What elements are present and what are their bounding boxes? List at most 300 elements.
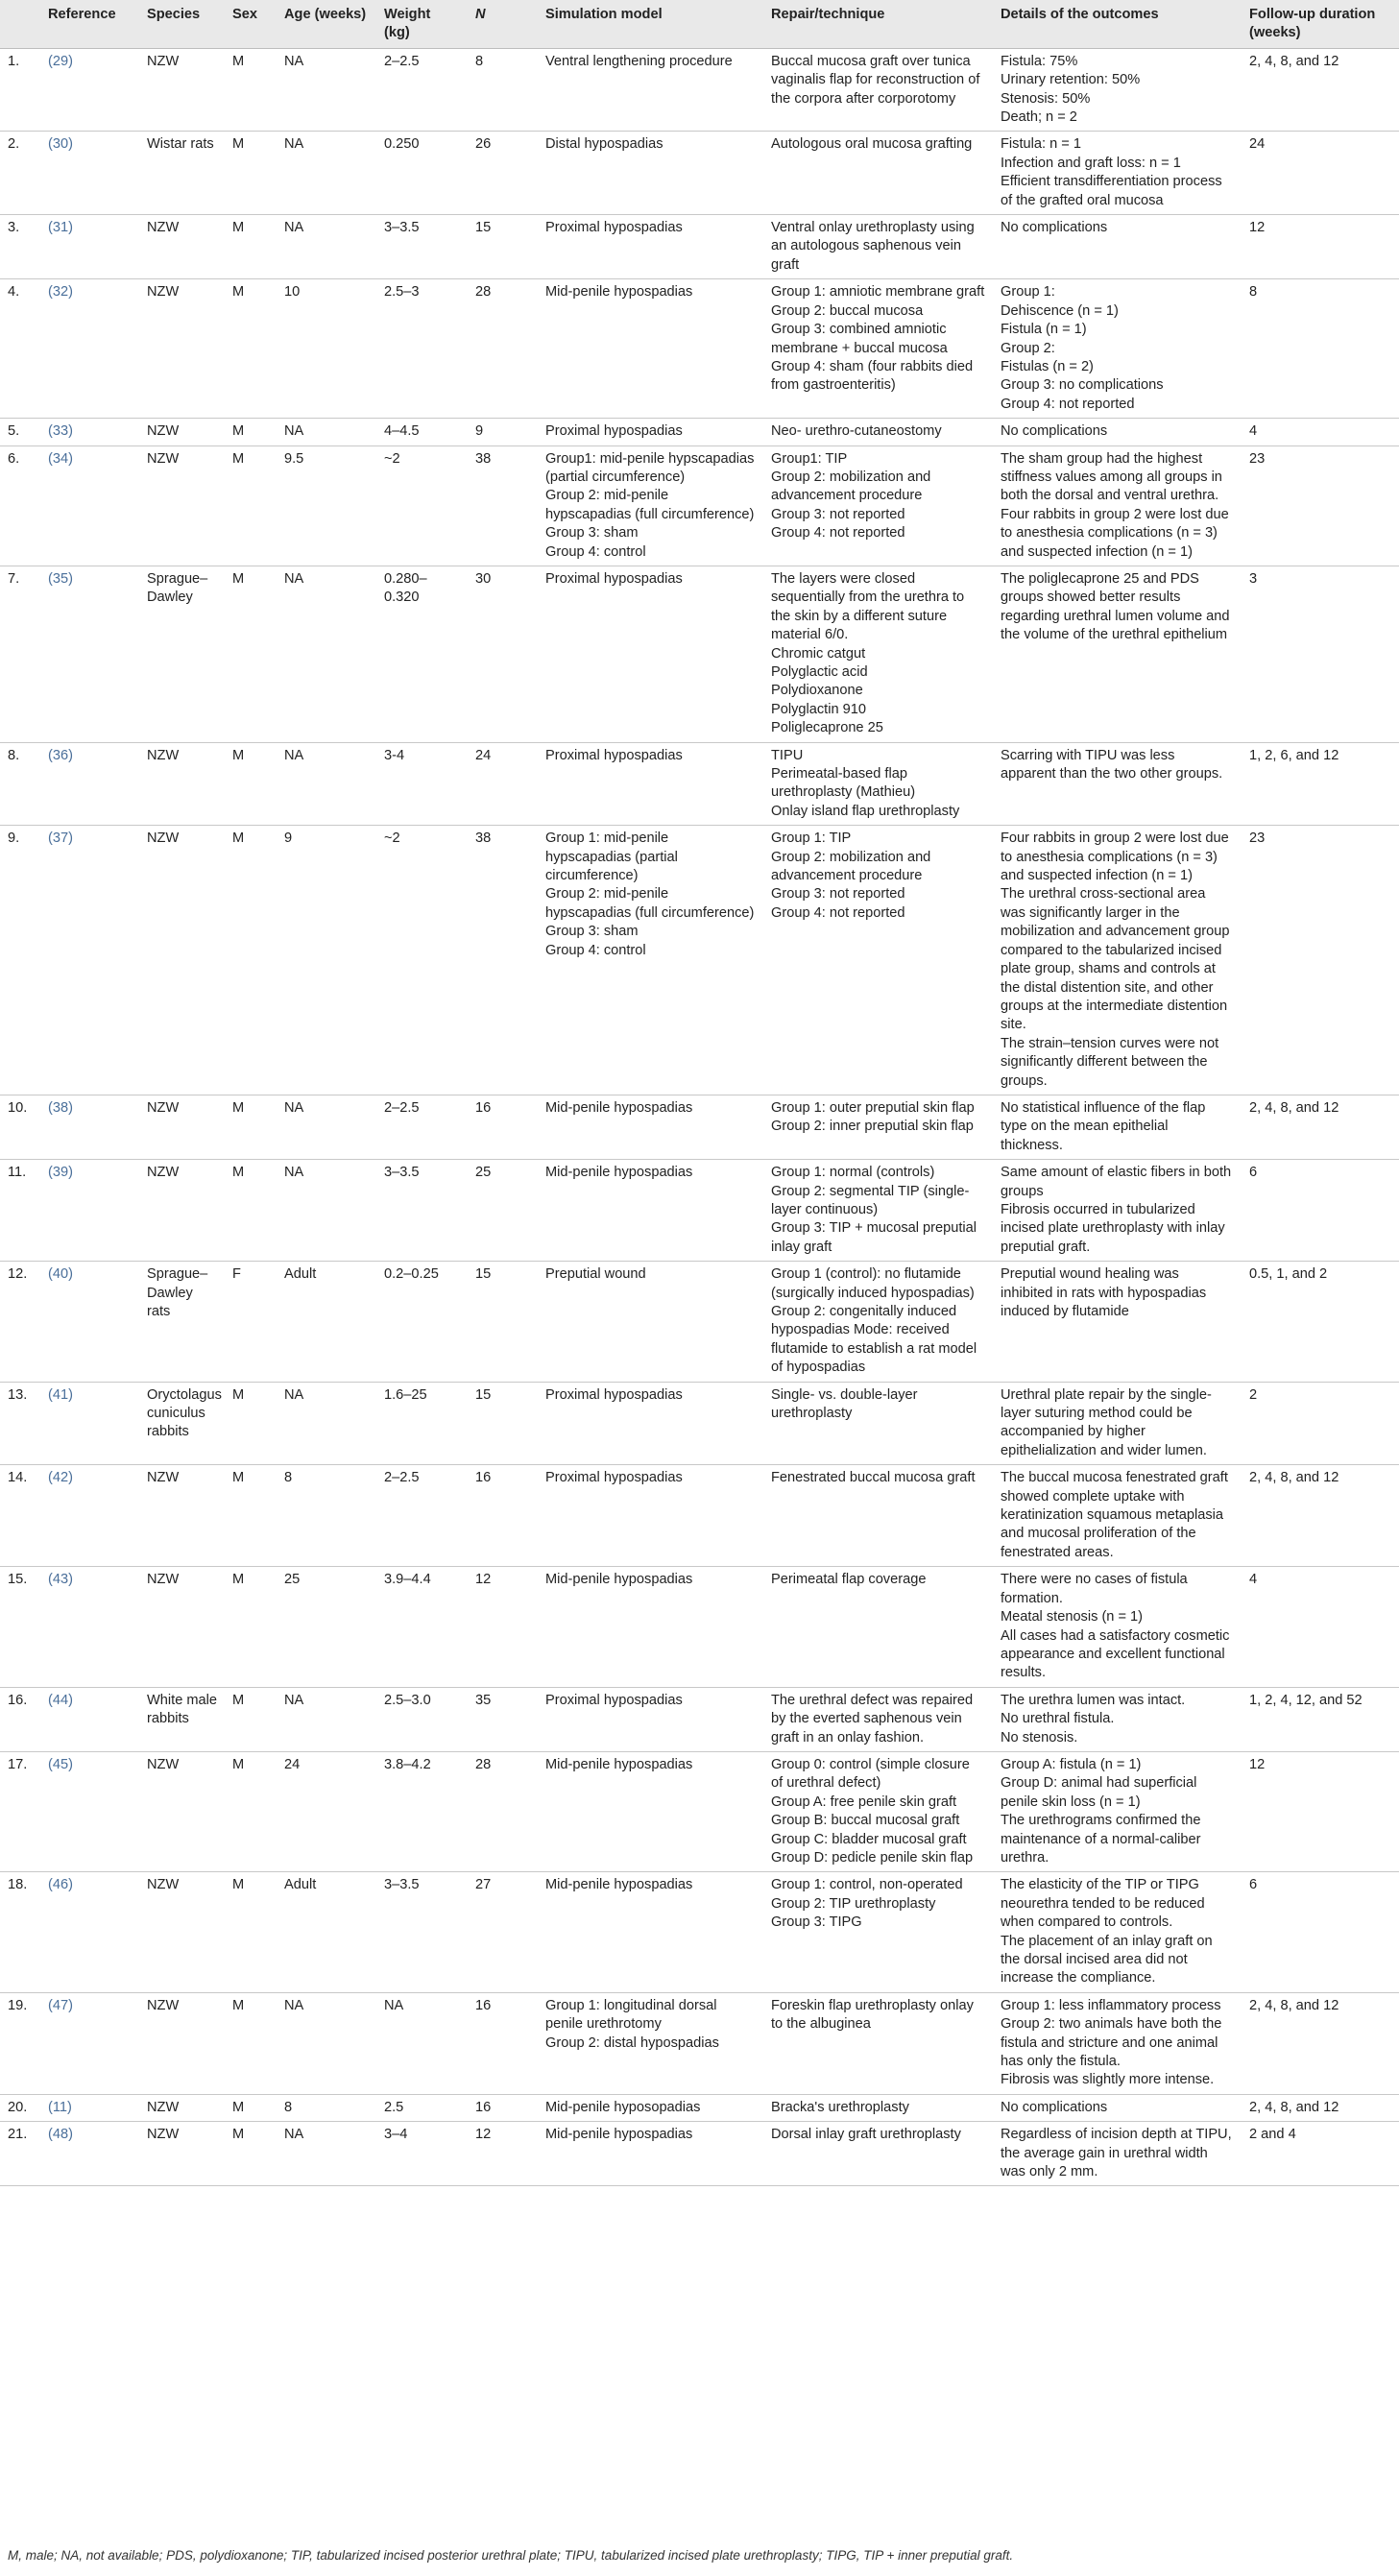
- repair-technique-cell: [763, 1687, 993, 1751]
- follow-up-cell: 4: [1242, 419, 1399, 445]
- repair-technique-cell-line: Group 1: control, non-operated: [771, 1877, 963, 1893]
- outcomes-cell-line: Dehiscence (n = 1): [1001, 302, 1119, 319]
- repair-technique-cell: [763, 445, 993, 566]
- simulation-model-cell-line: Mid-penile hypospadias: [545, 2127, 693, 2143]
- outcomes-cell-line: Preputial wound healing was inhibited in rats with hypospadias induced by flutamide: [1001, 1266, 1207, 1319]
- table-row: [0, 2122, 1399, 2186]
- age-cell: NA: [277, 419, 376, 445]
- outcomes-cell: [993, 1382, 1242, 1465]
- repair-technique-cell-line: Polyglactic acid: [771, 664, 868, 680]
- repair-technique-cell-line: Group1: TIP: [771, 450, 848, 467]
- repair-technique-cell-line: Neo- urethro-cutaneostomy: [771, 423, 942, 440]
- repair-technique-cell-line: TIPU: [771, 747, 804, 763]
- outcomes-cell-line: The urethral cross-sectional area was significantly larger in the mobilization and advancement group compared to the tabularized incised plate group, shams and controls at the distal distention site, and other groups at the intermediate distention site.: [1001, 886, 1230, 1033]
- outcomes-cell: [993, 1567, 1242, 1687]
- row-number: 4.: [0, 279, 40, 419]
- reference-link[interactable]: (36): [40, 742, 139, 826]
- table-row: [0, 445, 1399, 566]
- outcomes-cell-line: Group 2: two animals have both the fistula and stricture and one animal has only the fistula.: [1001, 2016, 1222, 2070]
- table-row: [0, 132, 1399, 215]
- table-row: [0, 1567, 1399, 1687]
- age-cell: NA: [277, 566, 376, 742]
- row-number: 10.: [0, 1095, 40, 1159]
- sex-cell: M: [225, 1567, 277, 1687]
- outcomes-cell-line: Infection and graft loss: n = 1: [1001, 155, 1181, 171]
- repair-technique-cell: [763, 1262, 993, 1382]
- weight-cell: 3-4: [376, 742, 468, 826]
- sex-cell: M: [225, 1382, 277, 1465]
- reference-link[interactable]: (30): [40, 132, 139, 215]
- header-n: N: [468, 0, 538, 48]
- simulation-model-cell-line: Mid-penile hypospadias: [545, 1756, 693, 1772]
- header-age: Age (weeks): [277, 0, 376, 48]
- outcomes-cell-line: The strain–tension curves were not significantly different between the groups.: [1001, 1035, 1219, 1089]
- follow-up-cell: 8: [1242, 279, 1399, 419]
- weight-cell: 2–2.5: [376, 48, 468, 132]
- repair-technique-cell: [763, 1992, 993, 2094]
- reference-link[interactable]: (41): [40, 1382, 139, 1465]
- reference-link[interactable]: (46): [40, 1872, 139, 1992]
- table-row: [0, 1751, 1399, 1871]
- outcomes-cell: [993, 215, 1242, 279]
- species-cell: Wistar rats: [139, 132, 225, 215]
- outcomes-cell-line: Four rabbits in group 2 were lost due to anesthesia complications (n = 3) and suspected infection (n = 1): [1001, 831, 1229, 884]
- n-cell: 24: [468, 742, 538, 826]
- row-number: 15.: [0, 1567, 40, 1687]
- outcomes-cell-line: Fibrosis occurred in tubularized incised plate urethroplasty with inlay preputial graft.: [1001, 1201, 1225, 1255]
- outcomes-cell-line: Four rabbits in group 2 were lost due to anesthesia complications (n = 3) and suspected infection (n = 1): [1001, 506, 1229, 560]
- repair-technique-cell: [763, 2094, 993, 2121]
- repair-technique-cell-line: Group 4: not reported: [771, 904, 905, 921]
- simulation-model-cell: [538, 48, 763, 132]
- follow-up-cell: 23: [1242, 445, 1399, 566]
- outcomes-cell: [993, 419, 1242, 445]
- simulation-model-cell-line: Group 4: control: [545, 543, 646, 560]
- repair-technique-cell-line: Group 4: not reported: [771, 525, 905, 542]
- table-row: [0, 279, 1399, 419]
- weight-cell: 2–2.5: [376, 1095, 468, 1159]
- species-cell: NZW: [139, 445, 225, 566]
- reference-link[interactable]: (34): [40, 445, 139, 566]
- outcomes-cell: [993, 1992, 1242, 2094]
- repair-technique-cell-line: Polydioxanone: [771, 683, 863, 699]
- simulation-model-cell: [538, 132, 763, 215]
- repair-technique-cell-line: Group 2: TIP urethroplasty: [771, 1895, 936, 1912]
- simulation-model-cell-line: Group 2: distal hypospadias: [545, 2034, 719, 2051]
- n-cell: 26: [468, 132, 538, 215]
- simulation-model-cell: [538, 1262, 763, 1382]
- simulation-model-cell: [538, 1095, 763, 1159]
- table-header-row: [0, 0, 1399, 48]
- outcomes-cell-line: Urinary retention: 50%: [1001, 72, 1141, 88]
- outcomes-cell-line: Same amount of elastic fibers in both groups: [1001, 1165, 1232, 1199]
- weight-cell: NA: [376, 1992, 468, 2094]
- repair-technique-cell-line: Group 2: inner preputial skin flap: [771, 1119, 974, 1135]
- row-number: 13.: [0, 1382, 40, 1465]
- reference-link[interactable]: (44): [40, 1687, 139, 1751]
- follow-up-cell: 24: [1242, 132, 1399, 215]
- outcomes-cell: [993, 1465, 1242, 1567]
- outcomes-cell: [993, 1751, 1242, 1871]
- species-cell: Sprague–Dawley: [139, 566, 225, 742]
- sex-cell: M: [225, 48, 277, 132]
- species-cell: NZW: [139, 1465, 225, 1567]
- header-species: Species: [139, 0, 225, 48]
- outcomes-cell: [993, 1262, 1242, 1382]
- outcomes-cell-line: Fistulas (n = 2): [1001, 358, 1094, 374]
- weight-cell: 1.6–25: [376, 1382, 468, 1465]
- n-cell: 16: [468, 2094, 538, 2121]
- simulation-model-cell: [538, 1160, 763, 1262]
- outcomes-cell-line: Group 1:: [1001, 284, 1055, 301]
- row-number: 11.: [0, 1160, 40, 1262]
- reference-link[interactable]: (42): [40, 1465, 139, 1567]
- outcomes-cell-line: Efficient transdifferentiation process of the grafted oral mucosa: [1001, 174, 1222, 208]
- weight-cell: 3.9–4.4: [376, 1567, 468, 1687]
- follow-up-cell: 23: [1242, 826, 1399, 1095]
- table-row: [0, 2094, 1399, 2121]
- n-cell: 8: [468, 48, 538, 132]
- n-cell: 38: [468, 445, 538, 566]
- repair-technique-cell-line: Group 0: control (simple closure of urethral defect): [771, 1756, 970, 1792]
- repair-technique-cell-line: Group 3: not reported: [771, 506, 905, 522]
- outcomes-cell-line: Fistula (n = 1): [1001, 322, 1087, 338]
- repair-technique-cell-line: Group 2: congenitally induced hypospadias Mode: received flutamide to establish a rat model of hypospadias: [771, 1304, 977, 1376]
- simulation-model-cell-line: Group 3: sham: [545, 525, 639, 542]
- reference-link[interactable]: (47): [40, 1992, 139, 2094]
- repair-technique-cell-line: Group 2: segmental TIP (single-layer continuous): [771, 1183, 970, 1217]
- simulation-model-cell-line: Mid-penile hypospadias: [545, 1877, 693, 1893]
- simulation-model-cell-line: Proximal hypospadias: [545, 1692, 683, 1708]
- species-cell: NZW: [139, 215, 225, 279]
- species-cell: Oryctolagus cuniculus rabbits: [139, 1382, 225, 1465]
- sex-cell: M: [225, 1687, 277, 1751]
- age-cell: 9: [277, 826, 376, 1095]
- weight-cell: 0.250: [376, 132, 468, 215]
- reference-link[interactable]: (39): [40, 1160, 139, 1262]
- n-cell: 9: [468, 419, 538, 445]
- row-number: 3.: [0, 215, 40, 279]
- outcomes-cell: [993, 48, 1242, 132]
- outcomes-cell: [993, 445, 1242, 566]
- follow-up-cell: 2, 4, 8, and 12: [1242, 1992, 1399, 2094]
- table-row: [0, 1095, 1399, 1159]
- outcomes-cell-line: Urethral plate repair by the single-layer suturing method could be accompanied by higher epithelialization and wider lumen.: [1001, 1386, 1212, 1458]
- repair-technique-cell-line: Group 1 (control): no flutamide (surgically induced hypospadias): [771, 1266, 975, 1301]
- weight-cell: ~2: [376, 445, 468, 566]
- repair-technique-cell-line: Bracka's urethroplasty: [771, 2099, 909, 2115]
- follow-up-cell: 1, 2, 6, and 12: [1242, 742, 1399, 826]
- outcomes-cell-line: Meatal stenosis (n = 1): [1001, 1609, 1144, 1625]
- outcomes-cell-line: Scarring with TIPU was less apparent than the two other groups.: [1001, 747, 1223, 782]
- reference-link[interactable]: (37): [40, 826, 139, 1095]
- weight-cell: 3–4: [376, 2122, 468, 2186]
- outcomes-cell-line: The urethrograms confirmed the maintenance of a normal-caliber urethra.: [1001, 1813, 1201, 1866]
- reference-link[interactable]: (32): [40, 279, 139, 419]
- simulation-model-cell: [538, 1382, 763, 1465]
- outcomes-cell-line: The sham group had the highest stiffness values among all groups in both the dorsal and ventral urethra.: [1001, 450, 1222, 504]
- n-cell: 15: [468, 215, 538, 279]
- follow-up-cell: 0.5, 1, and 2: [1242, 1262, 1399, 1382]
- simulation-model-cell: [538, 742, 763, 826]
- age-cell: Adult: [277, 1872, 376, 1992]
- age-cell: NA: [277, 1382, 376, 1465]
- repair-technique-cell-line: Group A: free penile skin graft: [771, 1794, 957, 1810]
- outcomes-cell: [993, 566, 1242, 742]
- repair-technique-cell-line: Group 1: TIP: [771, 831, 852, 847]
- species-cell: NZW: [139, 1872, 225, 1992]
- sex-cell: M: [225, 1751, 277, 1871]
- sex-cell: M: [225, 445, 277, 566]
- table-row: [0, 1382, 1399, 1465]
- follow-up-cell: 2, 4, 8, and 12: [1242, 1465, 1399, 1567]
- row-number: 9.: [0, 826, 40, 1095]
- outcomes-cell-line: Fistula: 75%: [1001, 53, 1078, 69]
- sex-cell: M: [225, 1095, 277, 1159]
- age-cell: NA: [277, 132, 376, 215]
- sex-cell: M: [225, 826, 277, 1095]
- header-sex: Sex: [225, 0, 277, 48]
- table-row: [0, 1160, 1399, 1262]
- outcomes-cell-line: Group 2:: [1001, 340, 1055, 356]
- age-cell: 25: [277, 1567, 376, 1687]
- outcomes-cell-line: Group A: fistula (n = 1): [1001, 1756, 1142, 1772]
- age-cell: NA: [277, 48, 376, 132]
- species-cell: NZW: [139, 279, 225, 419]
- simulation-model-cell-line: Mid-penile hypospadias: [545, 1572, 693, 1588]
- n-cell: 27: [468, 1872, 538, 1992]
- outcomes-cell: [993, 742, 1242, 826]
- n-cell: 16: [468, 1095, 538, 1159]
- outcomes-cell-line: No complications: [1001, 2099, 1108, 2115]
- simulation-model-cell: [538, 1992, 763, 2094]
- repair-technique-cell: [763, 48, 993, 132]
- outcomes-cell-line: Group D: animal had superficial penile skin loss (n = 1): [1001, 1775, 1197, 1810]
- weight-cell: 2.5: [376, 2094, 468, 2121]
- repair-technique-cell-line: Perimeatal-based flap urethroplasty (Mathieu): [771, 766, 916, 801]
- table-row: [0, 48, 1399, 132]
- repair-technique-cell-line: Group 1: amniotic membrane graft: [771, 284, 985, 301]
- repair-technique-cell-line: Fenestrated buccal mucosa graft: [771, 1470, 976, 1486]
- reference-link[interactable]: (35): [40, 566, 139, 742]
- reference-link[interactable]: (45): [40, 1751, 139, 1871]
- sex-cell: M: [225, 2122, 277, 2186]
- repair-technique-cell-line: Foreskin flap urethroplasty onlay to the albuginea: [771, 1997, 974, 2033]
- outcomes-cell-line: No urethral fistula.: [1001, 1711, 1115, 1727]
- row-number: 6.: [0, 445, 40, 566]
- header-number: [0, 0, 40, 48]
- outcomes-cell-line: The elasticity of the TIP or TIPG neourethra tended to be reduced when compared to controls.: [1001, 1877, 1205, 1931]
- repair-technique-cell-line: Group 2: mobilization and advancement procedure: [771, 849, 931, 884]
- row-number: 16.: [0, 1687, 40, 1751]
- repair-technique-cell-line: Group B: buccal mucosal graft: [771, 1813, 960, 1829]
- row-number: 18.: [0, 1872, 40, 1992]
- simulation-model-cell-line: Proximal hypospadias: [545, 423, 683, 440]
- repair-technique-cell-line: Single- vs. double-layer urethroplasty: [771, 1386, 918, 1422]
- header-weight: Weight (kg): [376, 0, 468, 48]
- simulation-model-cell-line: Preputial wound: [545, 1266, 646, 1283]
- outcomes-cell-line: No stenosis.: [1001, 1729, 1078, 1745]
- simulation-model-cell: [538, 1751, 763, 1871]
- species-cell: NZW: [139, 826, 225, 1095]
- simulation-model-cell-line: Mid-penile hyposopadias: [545, 2099, 701, 2115]
- repair-technique-cell: [763, 826, 993, 1095]
- n-cell: 12: [468, 1567, 538, 1687]
- age-cell: NA: [277, 1160, 376, 1262]
- simulation-model-cell-line: Mid-penile hypospadias: [545, 1165, 693, 1181]
- repair-technique-cell-line: Buccal mucosa graft over tunica vaginalis flap for reconstruction of the corpora after corporotomy: [771, 53, 980, 107]
- repair-technique-cell: [763, 1751, 993, 1871]
- table-footnote: M, male; NA, not available; PDS, polydioxanone; TIP, tabularized incised posterior urethral plate; TIPU, tabularized incised plate urethroplasty; TIPG, TIP + inner preputial graft.: [8, 2548, 1014, 2563]
- repair-technique-cell-line: Group D: pedicle penile skin flap: [771, 1849, 974, 1866]
- simulation-model-cell: [538, 826, 763, 1095]
- outcomes-cell: [993, 826, 1242, 1095]
- outcomes-cell-line: Regardless of incision depth at TIPU, the average gain in urethral width was only 2 mm.: [1001, 2127, 1232, 2180]
- outcomes-cell-line: The placement of an inlay graft on the dorsal incised area did not increase the compliance.: [1001, 1933, 1213, 1986]
- repair-technique-cell-line: Ventral onlay urethroplasty using an autologous saphenous vein graft: [771, 220, 975, 273]
- reference-link[interactable]: (38): [40, 1095, 139, 1159]
- repair-technique-cell: [763, 742, 993, 826]
- outcomes-cell-line: The buccal mucosa fenestrated graft showed complete uptake with keratinization squamous metaplasia and mucosal proliferation of the fenestrated areas.: [1001, 1470, 1228, 1560]
- species-cell: Sprague–Dawley rats: [139, 1262, 225, 1382]
- species-cell: NZW: [139, 48, 225, 132]
- simulation-model-cell: [538, 445, 763, 566]
- simulation-model-cell-line: Ventral lengthening procedure: [545, 53, 733, 69]
- reference-link[interactable]: (11): [40, 2094, 139, 2121]
- simulation-model-cell-line: Proximal hypospadias: [545, 747, 683, 763]
- repair-technique-cell: [763, 132, 993, 215]
- simulation-model-cell: [538, 2094, 763, 2121]
- row-number: 2.: [0, 132, 40, 215]
- table-row: [0, 419, 1399, 445]
- reference-link[interactable]: (33): [40, 419, 139, 445]
- sex-cell: M: [225, 279, 277, 419]
- species-cell: NZW: [139, 2094, 225, 2121]
- outcomes-cell: [993, 2094, 1242, 2121]
- repair-technique-cell-line: Group 1: normal (controls): [771, 1165, 935, 1181]
- weight-cell: 2–2.5: [376, 1465, 468, 1567]
- sex-cell: M: [225, 1992, 277, 2094]
- table-row: [0, 1262, 1399, 1382]
- repair-technique-cell-line: Group 3: TIP + mucosal preputial inlay graft: [771, 1220, 977, 1255]
- simulation-model-cell-line: Proximal hypospadias: [545, 1386, 683, 1403]
- species-cell: NZW: [139, 1160, 225, 1262]
- follow-up-cell: 3: [1242, 566, 1399, 742]
- simulation-model-cell-line: Mid-penile hypospadias: [545, 1099, 693, 1116]
- header-follow-up: Follow-up duration (weeks): [1242, 0, 1399, 48]
- outcomes-cell-line: All cases had a satisfactory cosmetic appearance and excellent functional results.: [1001, 1627, 1230, 1681]
- row-number: 14.: [0, 1465, 40, 1567]
- sex-cell: M: [225, 1465, 277, 1567]
- sex-cell: M: [225, 2094, 277, 2121]
- simulation-model-cell-line: Group 2: mid-penile hypscapadias (full circumference): [545, 886, 755, 921]
- table-row: [0, 1992, 1399, 2094]
- reference-link[interactable]: (29): [40, 48, 139, 132]
- follow-up-cell: 2 and 4: [1242, 2122, 1399, 2186]
- repair-technique-cell-line: Group 1: outer preputial skin flap: [771, 1099, 975, 1116]
- repair-technique-cell: [763, 1382, 993, 1465]
- outcomes-cell-line: There were no cases of fistula formation.: [1001, 1572, 1188, 1606]
- simulation-model-cell-line: Group 3: sham: [545, 924, 639, 940]
- table-row: [0, 215, 1399, 279]
- n-cell: 15: [468, 1262, 538, 1382]
- age-cell: NA: [277, 215, 376, 279]
- reference-link[interactable]: (31): [40, 215, 139, 279]
- repair-technique-cell: [763, 2122, 993, 2186]
- age-cell: NA: [277, 1095, 376, 1159]
- simulation-model-cell: [538, 279, 763, 419]
- simulation-model-cell-line: Proximal hypospadias: [545, 1470, 683, 1486]
- n-cell: 15: [468, 1382, 538, 1465]
- n-cell: 16: [468, 1465, 538, 1567]
- outcomes-cell-line: Group 3: no complications: [1001, 377, 1164, 394]
- simulation-model-cell: [538, 215, 763, 279]
- sex-cell: M: [225, 566, 277, 742]
- weight-cell: 3–3.5: [376, 1872, 468, 1992]
- outcomes-cell: [993, 1160, 1242, 1262]
- sex-cell: M: [225, 215, 277, 279]
- sex-cell: M: [225, 742, 277, 826]
- n-cell: 38: [468, 826, 538, 1095]
- reference-link[interactable]: (43): [40, 1567, 139, 1687]
- repair-technique-cell-line: Group 3: not reported: [771, 886, 905, 903]
- follow-up-cell: 2, 4, 8, and 12: [1242, 48, 1399, 132]
- sex-cell: M: [225, 419, 277, 445]
- outcomes-cell: [993, 1687, 1242, 1751]
- repair-technique-cell-line: Dorsal inlay graft urethroplasty: [771, 2127, 961, 2143]
- reference-link[interactable]: (48): [40, 2122, 139, 2186]
- repair-technique-cell-line: Perimeatal flap coverage: [771, 1572, 927, 1588]
- repair-technique-cell: [763, 419, 993, 445]
- repair-technique-cell-line: Group 2: buccal mucosa: [771, 302, 924, 319]
- header-outcomes: Details of the outcomes: [993, 0, 1242, 48]
- simulation-model-cell-line: Group 1: mid-penile hypscapadias (partial circumference): [545, 831, 678, 884]
- repair-technique-cell: [763, 1160, 993, 1262]
- age-cell: NA: [277, 742, 376, 826]
- outcomes-cell: [993, 132, 1242, 215]
- row-number: 19.: [0, 1992, 40, 2094]
- repair-technique-cell-line: Onlay island flap urethroplasty: [771, 803, 960, 819]
- reference-link[interactable]: (40): [40, 1262, 139, 1382]
- repair-technique-cell-line: The urethral defect was repaired by the everted saphenous vein graft in an onlay fashion.: [771, 1692, 974, 1745]
- weight-cell: 3–3.5: [376, 1160, 468, 1262]
- simulation-model-cell: [538, 1567, 763, 1687]
- header-simulation-model: Simulation model: [538, 0, 763, 48]
- simulation-model-cell-line: Group 1: longitudinal dorsal penile urethrotomy: [545, 1997, 717, 2033]
- simulation-model-cell: [538, 1872, 763, 1992]
- simulation-model-cell: [538, 1465, 763, 1567]
- weight-cell: 4–4.5: [376, 419, 468, 445]
- species-cell: NZW: [139, 419, 225, 445]
- n-cell: 12: [468, 2122, 538, 2186]
- simulation-model-cell: [538, 566, 763, 742]
- outcomes-cell: [993, 1872, 1242, 1992]
- species-cell: NZW: [139, 1567, 225, 1687]
- row-number: 7.: [0, 566, 40, 742]
- table-row: [0, 742, 1399, 826]
- weight-cell: 0.280–0.320: [376, 566, 468, 742]
- table-row: [0, 566, 1399, 742]
- header-reference: Reference: [40, 0, 139, 48]
- row-number: 8.: [0, 742, 40, 826]
- weight-cell: ~2: [376, 826, 468, 1095]
- repair-technique-cell: [763, 279, 993, 419]
- species-cell: NZW: [139, 1992, 225, 2094]
- outcomes-cell: [993, 1095, 1242, 1159]
- outcomes-cell: [993, 2122, 1242, 2186]
- simulation-model-cell: [538, 2122, 763, 2186]
- follow-up-cell: 2, 4, 8, and 12: [1242, 2094, 1399, 2121]
